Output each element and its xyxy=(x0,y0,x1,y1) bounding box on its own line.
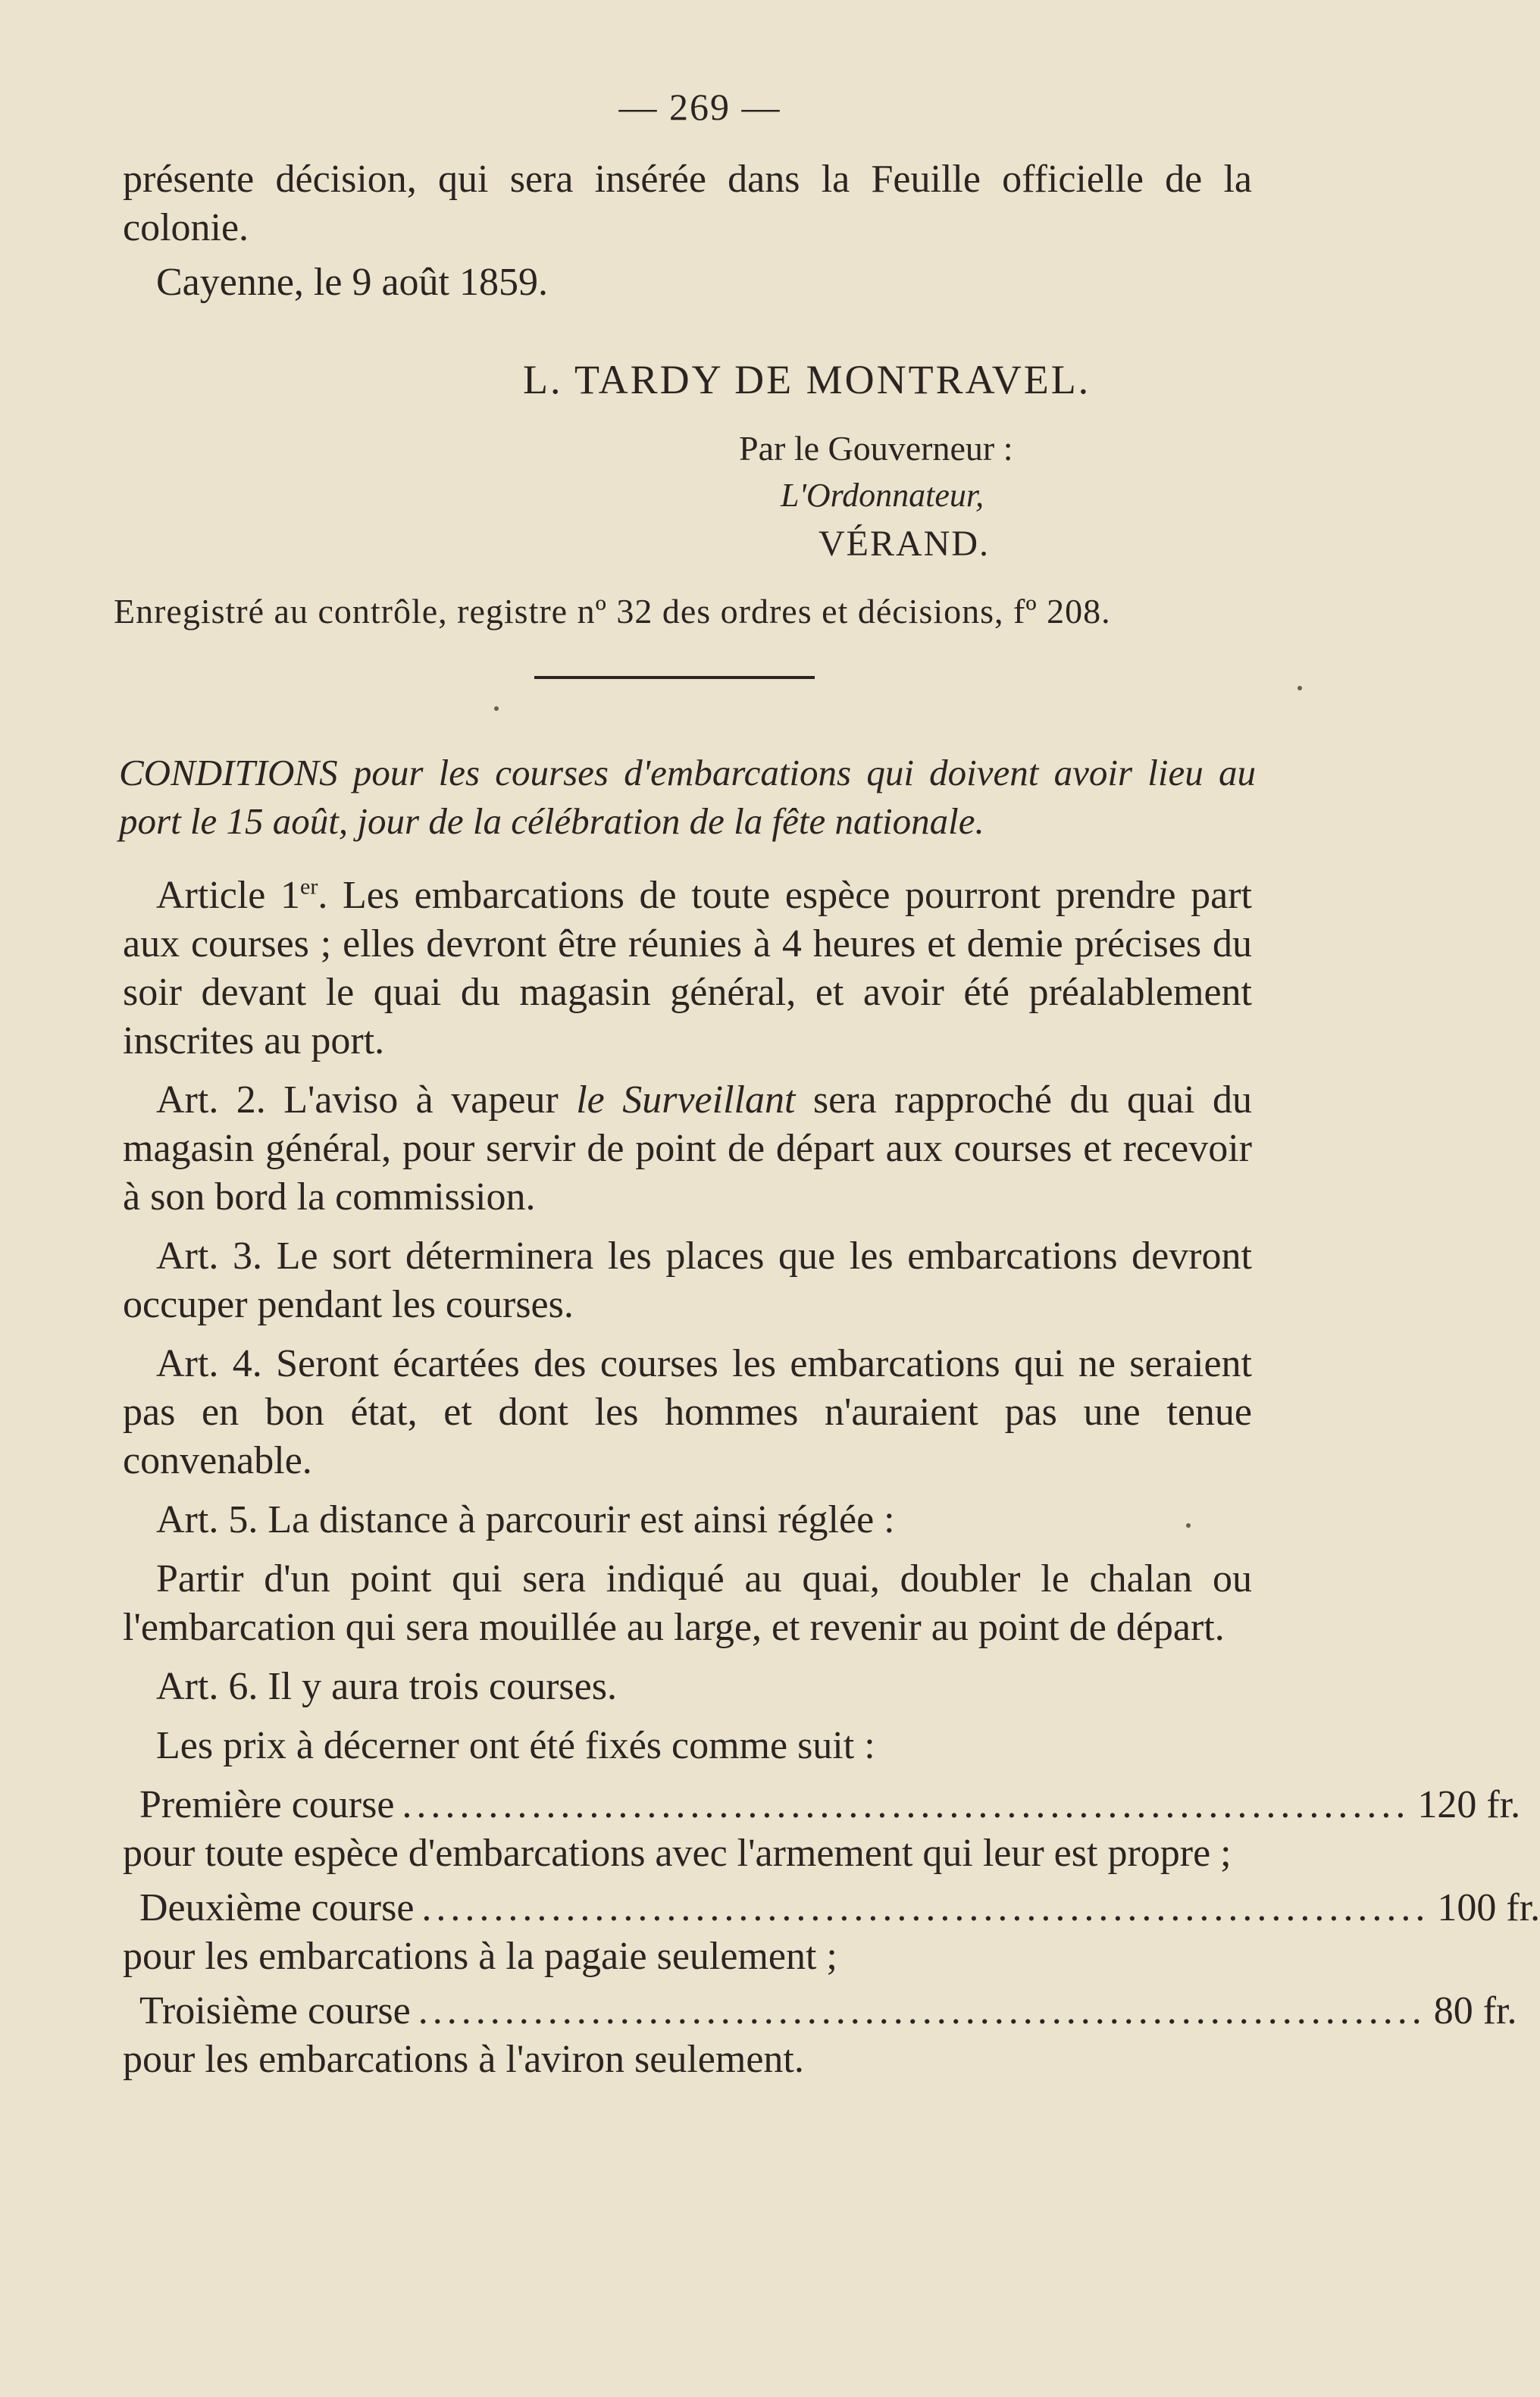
signature-name: L. TARDY DE MONTRAVEL. xyxy=(523,357,1091,402)
prize-row xyxy=(139,1781,1521,1829)
prizes-intro: Les prix à décerner ont été fixés comme suit : xyxy=(156,1724,875,1767)
article-2 xyxy=(123,1076,1252,1222)
prize-row xyxy=(139,1884,1540,1932)
prize-note: pour toute espèce d'embarcations avec l'armement qui leur est propre ; xyxy=(123,1832,1232,1875)
prize-value: 120 fr. xyxy=(1417,1783,1521,1826)
article-4: Art. 4. Seront écartées des courses les embarcations qui ne seraient pas en bon état, et dont les hommes n'auraient pas une tenue convenable. xyxy=(123,1342,1252,1482)
section-divider xyxy=(534,676,815,679)
article-5-detail: Partir d'un point qui sera indiqué au quai, doubler le chalan ou l'embarcation qui sera mouillée au large, et revenir au point de départ. xyxy=(123,1557,1252,1649)
article-1-sup: er xyxy=(300,874,318,900)
prize-row xyxy=(139,1987,1517,2036)
prize-label: Deuxième course xyxy=(139,1886,415,1929)
article-2-before: Art. 2. L'aviso à vapeur xyxy=(156,1078,577,1122)
article-6: Art. 6. Il y aura trois courses. xyxy=(156,1665,617,1708)
prize-note: pour les embarcations à la pagaie seulement ; xyxy=(123,1935,837,1978)
prize-label: Première course xyxy=(139,1783,395,1826)
page-number: — 269 — xyxy=(618,86,781,128)
date-line: Cayenne, le 9 août 1859. xyxy=(156,261,548,304)
article-3: Art. 3. Le sort déterminera les places que les embarcations devront occuper pendant les courses. xyxy=(123,1234,1252,1326)
article-1-label: Article 1 xyxy=(156,874,301,917)
top-paragraph: présente décision, qui sera insérée dans la Feuille officielle de la colonie. xyxy=(123,158,1252,249)
article-1 xyxy=(123,871,1252,1066)
prize-note: pour les embarcations à l'aviron seulement. xyxy=(123,2038,804,2081)
articles-block xyxy=(123,871,1540,2090)
signature-officer: VÉRAND. xyxy=(819,524,990,564)
conditions-title: CONDITIONS pour les courses d'embarcations qui doivent avoir lieu au port le 15 août, jour de la célébration de la fête nationale. xyxy=(119,752,1256,842)
continuation-block xyxy=(123,155,1252,318)
signature-role: L'Ordonnateur, xyxy=(781,477,984,514)
prize-label: Troisième course xyxy=(139,1989,411,2032)
dot-leader: ...................................................................... xyxy=(421,1886,1430,1929)
signature-by: Par le Gouverneur : xyxy=(739,429,1013,468)
paper-speck xyxy=(494,706,499,711)
prize-value: 80 fr. xyxy=(1433,1989,1517,2032)
dot-leader: ...................................................................... xyxy=(402,1783,1410,1826)
article-2-after: sera rapproché du quai du magasin général, pour servir de point de départ aux courses et recevoir à son bord la commission. xyxy=(123,1078,1252,1219)
article-5: Art. 5. La distance à parcourir est ainsi réglée : xyxy=(156,1498,895,1541)
prize-value: 100 fr. xyxy=(1437,1886,1540,1929)
dot-leader: ...................................................................... xyxy=(418,1989,1426,2032)
paper-speck xyxy=(1297,686,1302,690)
paper-speck xyxy=(1186,1523,1191,1528)
article-1-text: . Les embarcations de toute espèce pourront prendre part aux courses ; elles devront être réunies à 4 heures et demie précises du soir devant le quai du magasin général, et avoir été préalablement inscrites au port. xyxy=(123,874,1253,1062)
article-2-ship: le Surveillant xyxy=(576,1078,796,1122)
registration-line: Enregistré au contrôle, registre nº 32 des ordres et décisions, fº 208. xyxy=(114,592,1111,631)
